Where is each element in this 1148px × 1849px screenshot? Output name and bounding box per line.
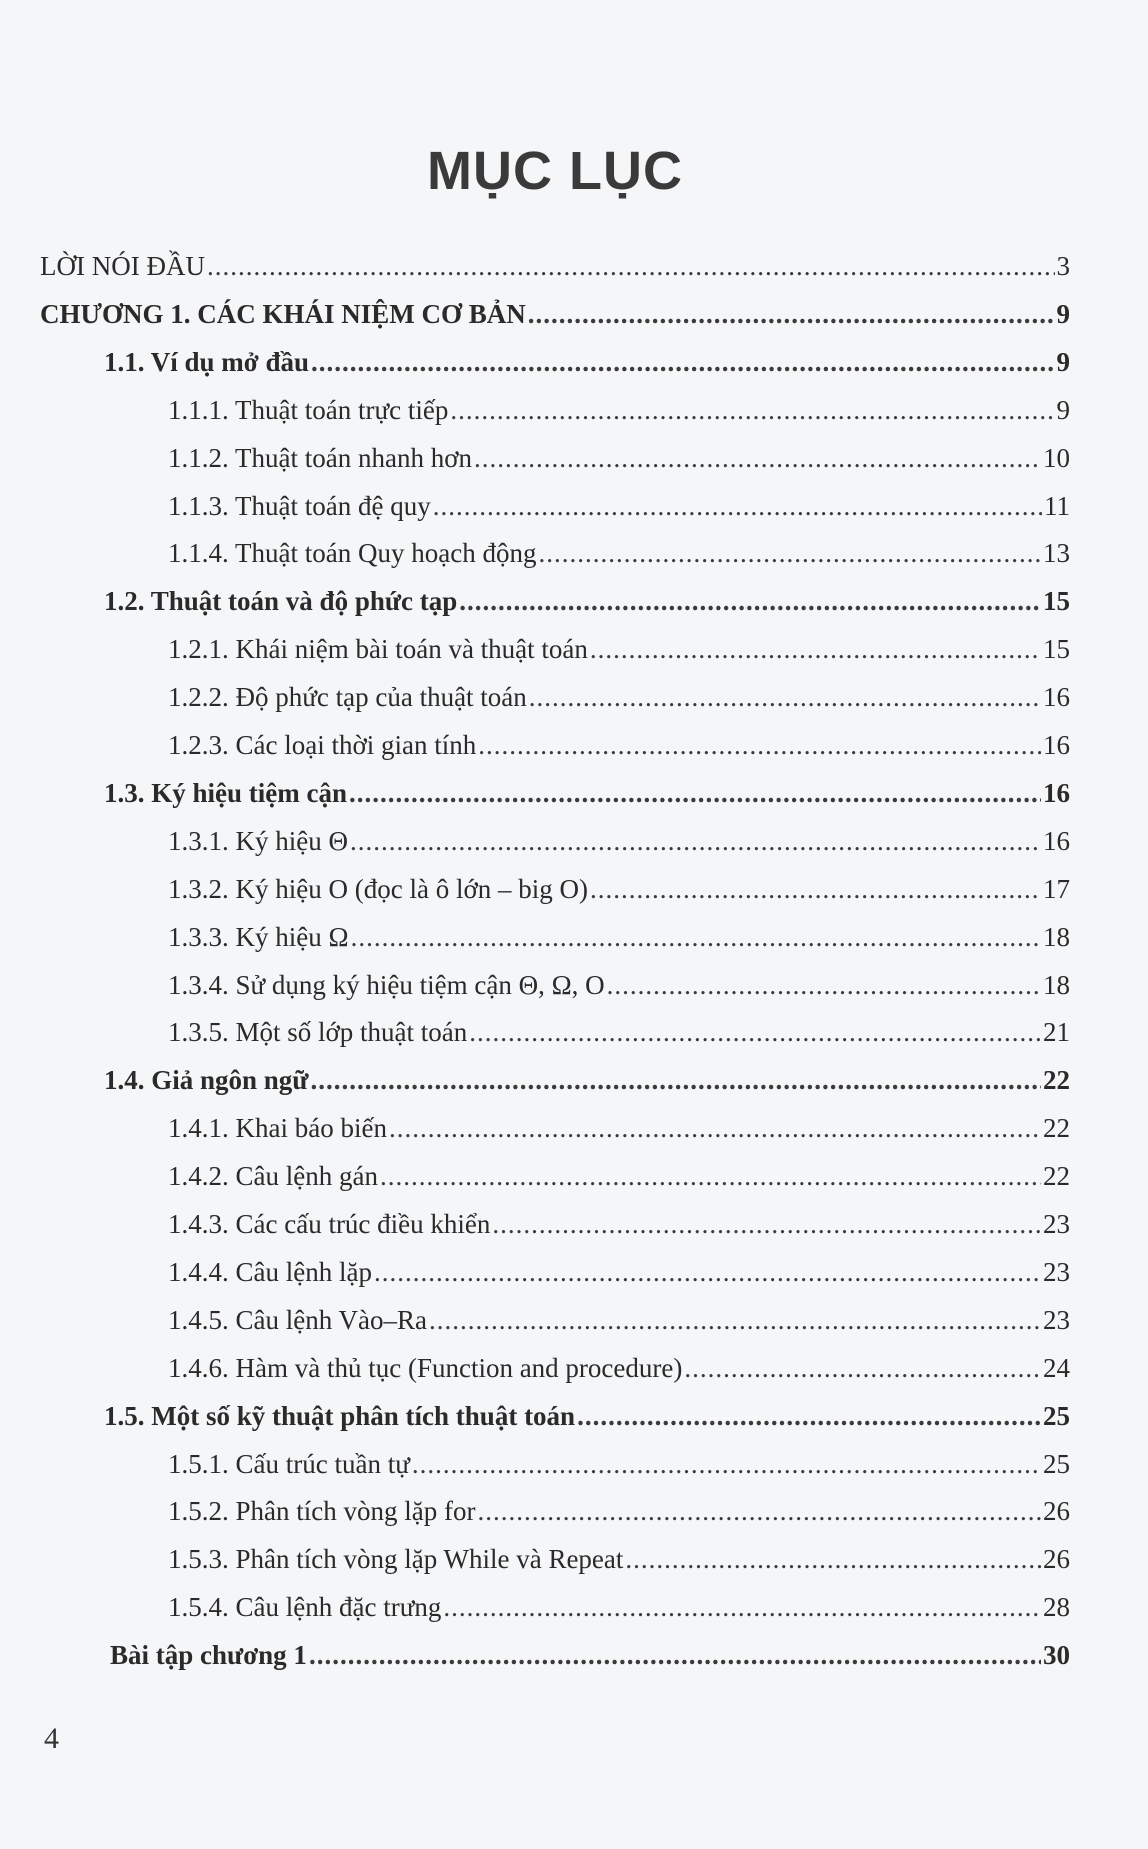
toc-entry-page: 26 <box>1043 1496 1070 1527</box>
dot-leader <box>492 1204 1041 1244</box>
toc-entry-page: 16 <box>1043 777 1070 808</box>
toc-entry-page: 9 <box>1056 346 1070 377</box>
toc-entry-page: 13 <box>1043 538 1070 569</box>
toc-entry-page: 26 <box>1043 1544 1070 1575</box>
toc-entry-title: 1.3.5. Một số lớp thuật toán <box>168 1017 468 1048</box>
dot-leader <box>590 629 1041 669</box>
dot-leader <box>207 246 1055 286</box>
dot-leader <box>380 1156 1041 1196</box>
dot-leader <box>625 1539 1041 1579</box>
toc-entry-page: 18 <box>1043 969 1070 1000</box>
toc-entry <box>104 581 1070 621</box>
dot-leader <box>311 1060 1041 1100</box>
toc-entry <box>168 629 1070 669</box>
dot-leader <box>443 1587 1041 1627</box>
toc-entry-page: 30 <box>1043 1640 1070 1671</box>
toc-entry-page: 21 <box>1043 1017 1070 1048</box>
dot-leader <box>459 581 1041 621</box>
toc-entry-title: 1.4.4. Câu lệnh lặp <box>168 1256 372 1287</box>
toc-entry <box>168 821 1070 861</box>
toc-entry <box>168 1444 1070 1484</box>
toc-entry <box>168 1204 1070 1244</box>
toc-entry <box>40 246 1070 286</box>
toc-entry <box>104 773 1070 813</box>
toc-entry-page: 23 <box>1043 1256 1070 1287</box>
toc-entry-title: LỜI NÓI ĐẦU <box>40 251 205 281</box>
toc-entry-page: 23 <box>1043 1304 1070 1335</box>
toc-entry-title: 1.5.2. Phân tích vòng lặp for <box>168 1496 476 1527</box>
dot-leader <box>351 917 1041 957</box>
dot-leader <box>311 342 1054 382</box>
dot-leader <box>349 773 1041 813</box>
toc-entry-title: 1.3. Ký hiệu tiệm cận <box>104 777 347 808</box>
toc-entry-title: 1.2.1. Khái niệm bài toán và thuật toán <box>168 634 588 665</box>
dot-leader <box>450 390 1054 430</box>
dot-leader <box>309 1635 1041 1675</box>
toc-entry-page: 15 <box>1043 586 1070 617</box>
toc-entry-title: 1.1.1. Thuật toán trực tiếp <box>168 394 449 425</box>
toc-entry-title: 1.4.3. Các cấu trúc điều khiển <box>168 1209 491 1239</box>
toc-entry-title: 1.4.6. Hàm và thủ tục (Function and procedure) <box>168 1352 683 1383</box>
toc-entry <box>168 486 1070 526</box>
dot-leader <box>350 821 1041 861</box>
toc-entry <box>168 1348 1070 1388</box>
toc-entry-page: 23 <box>1043 1209 1070 1239</box>
toc-entry <box>40 294 1070 334</box>
toc-entry-page: 10 <box>1043 442 1070 473</box>
toc-entry <box>110 1635 1070 1675</box>
toc-entry <box>168 677 1070 717</box>
toc-entry <box>168 917 1070 957</box>
dot-leader <box>590 869 1041 909</box>
toc-entry-title: 1.2. Thuật toán và độ phức tạp <box>104 586 458 617</box>
toc-entry-page: 22 <box>1043 1113 1070 1144</box>
toc-entry <box>168 1587 1070 1627</box>
toc-entry <box>168 1539 1070 1579</box>
dot-leader <box>538 533 1041 573</box>
toc-entry-page: 22 <box>1043 1161 1070 1192</box>
dot-leader <box>474 438 1041 478</box>
toc-entry-title: 1.5. Một số kỹ thuật phân tích thuật toán <box>104 1400 576 1431</box>
toc-entry-page: 28 <box>1043 1592 1070 1623</box>
dot-leader <box>577 1396 1041 1436</box>
toc-entry <box>168 1252 1070 1292</box>
toc-entry <box>168 1012 1070 1052</box>
toc-entry-page: 16 <box>1043 730 1070 760</box>
toc-entry-title: 1.5.3. Phân tích vòng lặp While và Repeat <box>168 1544 624 1575</box>
toc-entry-title: 1.1.4. Thuật toán Quy hoạch động <box>168 538 537 569</box>
toc-entry-title: 1.4.1. Khai báo biến <box>168 1113 387 1144</box>
toc-entry <box>168 869 1070 909</box>
toc-entry <box>168 1491 1070 1531</box>
dot-leader <box>429 1300 1041 1340</box>
toc-entry <box>168 1300 1070 1340</box>
dot-leader <box>528 294 1055 334</box>
toc-entry <box>168 965 1070 1005</box>
toc-entry-page: 16 <box>1043 682 1070 713</box>
toc-entry <box>104 1060 1070 1100</box>
dot-leader <box>607 965 1041 1005</box>
toc-entry-title: 1.3.4. Sử dụng ký hiệu tiệm cận Θ, Ω, O <box>168 969 605 1000</box>
toc-entry-page: 3 <box>1056 251 1070 281</box>
toc-entry-title: 1.3.3. Ký hiệu Ω <box>168 921 349 952</box>
dot-leader <box>374 1252 1041 1292</box>
toc-entry-title: 1.1.2. Thuật toán nhanh hơn <box>168 442 472 473</box>
toc-entry-title: CHƯƠNG 1. CÁC KHÁI NIỆM CƠ BẢN <box>40 298 526 329</box>
dot-leader <box>529 677 1041 717</box>
toc-entry-title: 1.1.3. Thuật toán đệ quy <box>168 490 431 521</box>
page-number: 4 <box>44 1722 59 1755</box>
toc-entry-title: 1.4.2. Câu lệnh gán <box>168 1161 378 1192</box>
dot-leader <box>433 486 1042 526</box>
dot-leader <box>684 1348 1041 1388</box>
dot-leader <box>477 1491 1041 1531</box>
toc-entry-title: 1.5.4. Câu lệnh đặc trưng <box>168 1592 442 1623</box>
toc-entry-title: 1.4. Giả ngôn ngữ <box>104 1065 309 1096</box>
toc-entry-title: 1.2.3. Các loại thời gian tính <box>168 730 477 760</box>
toc-entry-page: 9 <box>1056 298 1070 329</box>
toc-entry <box>168 438 1070 478</box>
toc-entry <box>104 342 1070 382</box>
toc-entry-page: 25 <box>1043 1448 1070 1479</box>
toc-entry <box>168 533 1070 573</box>
toc-entry-page: 15 <box>1043 634 1070 665</box>
dot-leader <box>412 1444 1041 1484</box>
toc-entry-page: 17 <box>1043 873 1070 904</box>
dot-leader <box>478 725 1041 765</box>
toc-entry-page: 9 <box>1056 394 1070 425</box>
toc-entry <box>104 1396 1070 1436</box>
page-title: MỤC LỤC <box>427 141 683 201</box>
toc-entry <box>168 725 1070 765</box>
toc-entry-page: 25 <box>1043 1400 1070 1431</box>
toc-entry-page: 16 <box>1043 825 1070 856</box>
toc-entry-title: 1.2.2. Độ phức tạp của thuật toán <box>168 682 527 713</box>
toc-entry-title: 1.3.1. Ký hiệu Θ <box>168 825 348 856</box>
toc-entry-page: 24 <box>1043 1352 1070 1383</box>
dot-leader <box>469 1012 1041 1052</box>
dot-leader <box>389 1108 1041 1148</box>
toc-entry <box>168 1156 1070 1196</box>
toc-entry-page: 18 <box>1043 921 1070 952</box>
toc-entry-page: 22 <box>1043 1065 1070 1096</box>
toc-entry-title: 1.1. Ví dụ mở đầu <box>104 346 310 377</box>
toc-entry-title: 1.3.2. Ký hiệu O (đọc là ô lớn – big O) <box>168 873 588 904</box>
toc-entry <box>168 1108 1070 1148</box>
toc-entry-title: 1.5.1. Cấu trúc tuần tự <box>168 1448 410 1479</box>
toc-entry-page: 11 <box>1044 490 1070 521</box>
toc-entry-title: Bài tập chương 1 <box>110 1640 307 1671</box>
toc-entry-title: 1.4.5. Câu lệnh Vào–Ra <box>168 1304 427 1335</box>
toc-entry <box>168 390 1070 430</box>
